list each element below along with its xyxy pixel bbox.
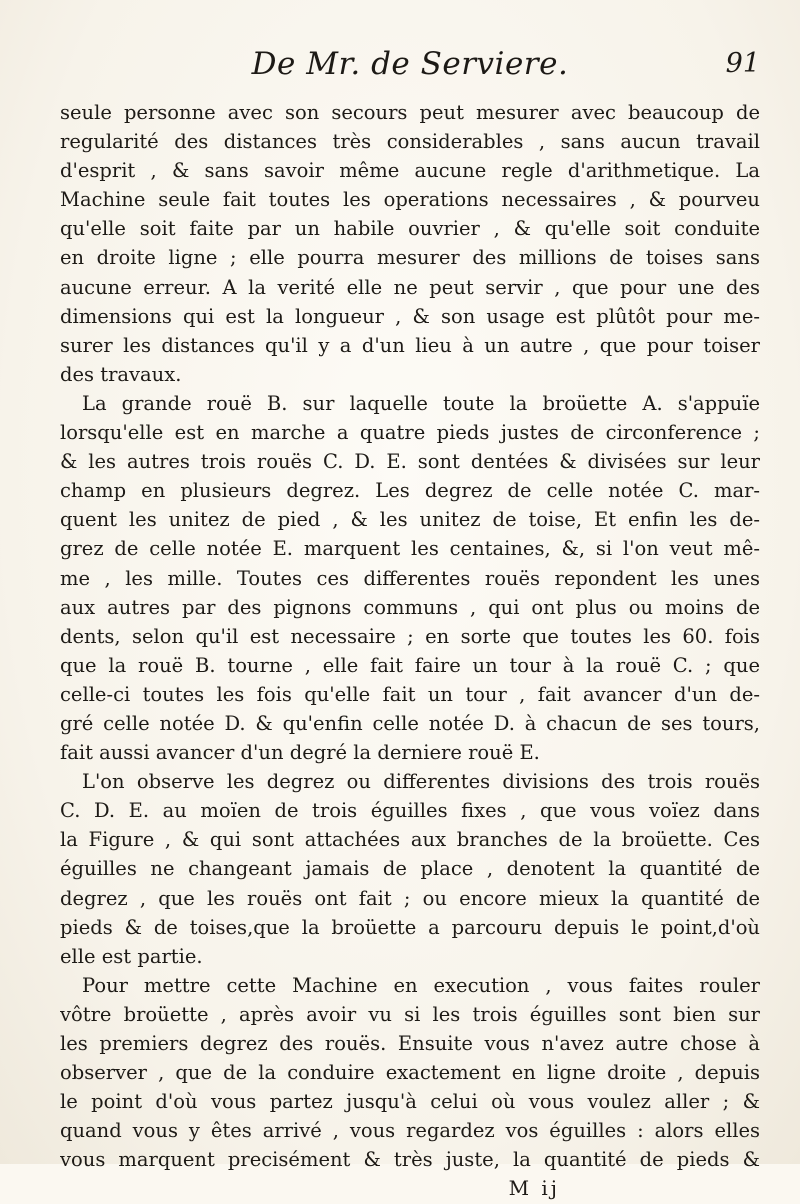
text-line: champ en plusieurs degrez. Les degrez de celle notée C. mar- [60, 479, 760, 503]
text-line: me , les mille. Toutes ces differentes rouës repondent les unes [60, 566, 760, 590]
text-line: observer , que de la conduire exactement en ligne droite , depuis [60, 1061, 760, 1085]
text-line: que la rouë B. tourne , elle fait faire un tour à la rouë C. ; que [60, 653, 760, 677]
text-line: vôtre broüette , après avoir vu si les trois éguilles sont bien sur [60, 1002, 760, 1026]
text-line: pieds & de toises,que la broüette a parcouru depuis le point,d'où [60, 915, 760, 939]
text-line: Machine seule fait toutes les operations necessaires , & pourveu [60, 188, 760, 212]
text-line: grez de celle notée E. marquent les centaines, &, si l'on veut mê- [60, 537, 760, 561]
text-line: aucune erreur. A la verité elle ne peut servir , que pour une des [60, 275, 760, 299]
text-line: degrez , que les rouës ont fait ; ou encore mieux la quantité de [60, 886, 760, 910]
text-line: le point d'où vous partez jusqu'à celui où vous voulez aller ; & [60, 1090, 760, 1114]
body-text [60, 98, 760, 1204]
text-line: & les autres trois rouës C. D. E. sont dentées & divisées sur leur [60, 450, 760, 474]
text-line: L'on observe les degrez ou differentes divisions des trois rouës [82, 770, 760, 794]
text-line: qu'elle soit faite par un habile ouvrier , & qu'elle soit conduite [60, 217, 760, 241]
text-line: les premiers degrez des rouës. Ensuite vous n'avez autre chose à [60, 1032, 760, 1055]
text-line: gré celle notée D. & qu'enfin celle notée D. à chacun de ses tours, [60, 711, 760, 735]
text-line: C. D. E. au moïen de trois éguilles fixes , que vous voïez dans [60, 799, 760, 823]
text-line: dimensions qui est la longueur , & son usage est plûtôt pour me- [60, 304, 760, 328]
page-header [60, 46, 760, 86]
text-line: des travaux. [60, 362, 182, 386]
text-line: quand vous y êtes arrivé , vous regardez vos éguilles : alors elles [60, 1119, 760, 1143]
text-line: Pour mettre cette Machine en execution , vous faites rouler [82, 973, 760, 997]
text-line: vous marquent precisément & très juste, la quantité de pieds & [60, 1148, 760, 1172]
text-line: surer les distances qu'il y a d'un lieu à un autre , que pour toiser [60, 333, 760, 357]
text-line: d'esprit , & sans savoir même aucune regle d'arithmetique. La [60, 159, 760, 183]
text-line: en droite ligne ; elle pourra mesurer des millions de toises sans [60, 246, 760, 270]
text-line: lorsqu'elle est en marche a quatre pieds justes de circonference ; [60, 421, 760, 445]
text-line: dents, selon qu'il est necessaire ; en sorte que toutes les 60. fois [60, 624, 760, 648]
text-line: aux autres par des pignons communs , qui ont plus ou moins de [60, 595, 760, 619]
text-line: éguilles ne changeant jamais de place , denotent la quantité de [60, 857, 760, 881]
running-head: De Mr. de Serviere. [251, 46, 569, 82]
text-line: La grande rouë B. sur laquelle toute la broüette A. s'appuïe [82, 391, 760, 415]
text-line: seule personne avec son secours peut mesurer avec beaucoup de [60, 101, 760, 124]
text-line: regularité des distances très considerables , sans aucun travail [60, 130, 760, 154]
text-line: elle est partie. [60, 944, 203, 968]
text-line: quent les unitez de pied , & les unitez de toise, Et enfin les de- [60, 508, 760, 532]
page-number: 91 [725, 48, 760, 79]
text-line: fait aussi avancer d'un degré la derniere rouë E. [60, 741, 540, 765]
signature-mark: M ij [508, 1176, 560, 1201]
text-line: celle-ci toutes les fois qu'elle fait un tour , fait avancer d'un de- [60, 682, 760, 706]
text-line: la Figure , & qui sont attachées aux branches de la broüette. Ces [60, 828, 760, 852]
